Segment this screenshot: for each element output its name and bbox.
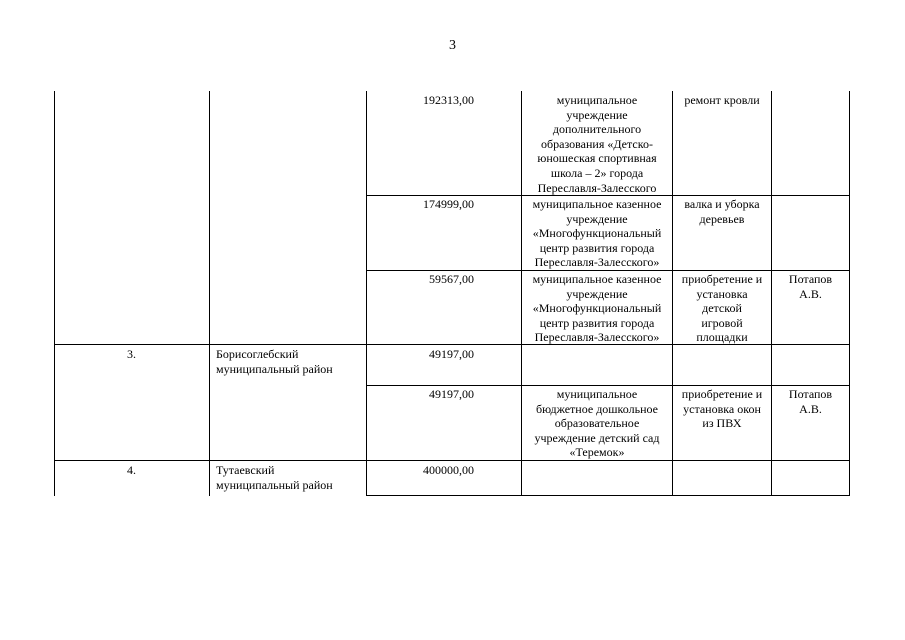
page-number: 3 xyxy=(449,38,456,53)
table-border xyxy=(366,91,367,496)
responsible-cell: Потапов А.В. xyxy=(788,272,833,301)
work-cell: приобретение и установка детской игровой площадки xyxy=(681,272,763,345)
amount-cell: 59567,00 xyxy=(429,272,474,286)
amount-cell: 400000,00 xyxy=(423,463,474,477)
table-border xyxy=(54,460,849,461)
row-number-cell: 3. xyxy=(127,347,136,361)
table-border xyxy=(366,385,849,386)
amount-cell: 174999,00 xyxy=(423,197,474,211)
institution-cell: муниципальное казенное учреждение «Многофункциональный центр развития города Переславля-Залесского» xyxy=(532,197,662,270)
institution-cell: муниципальное учреждение дополнительного образования «Детско- юношеская спортивная школа – 2» города Переславля-Залесского xyxy=(537,93,657,195)
responsible-cell: Потапов А.В. xyxy=(788,387,833,416)
work-cell: валка и уборка деревьев xyxy=(684,197,760,226)
work-cell: ремонт кровли xyxy=(684,93,760,107)
table-border xyxy=(366,495,849,496)
row-number-cell: 4. xyxy=(127,463,136,477)
work-cell: приобретение и установка окон из ПВХ xyxy=(681,387,763,431)
amount-cell: 49197,00 xyxy=(429,387,474,401)
table-border xyxy=(209,91,210,496)
institution-cell: муниципальное казенное учреждение «Многофункциональный центр развития города Переславля-Залесского» xyxy=(532,272,662,345)
table-border xyxy=(366,270,849,271)
table-border xyxy=(849,91,850,496)
amount-cell: 192313,00 xyxy=(423,93,474,107)
district-cell: Тутаевский муниципальный район xyxy=(216,463,333,492)
table-border xyxy=(521,91,522,496)
table-border xyxy=(54,91,55,496)
amount-cell: 49197,00 xyxy=(429,347,474,361)
district-cell: Борисоглебский муниципальный район xyxy=(216,347,333,376)
institution-cell: муниципальное бюджетное дошкольное образовательное учреждение детский сад «Теремок» xyxy=(534,387,660,460)
